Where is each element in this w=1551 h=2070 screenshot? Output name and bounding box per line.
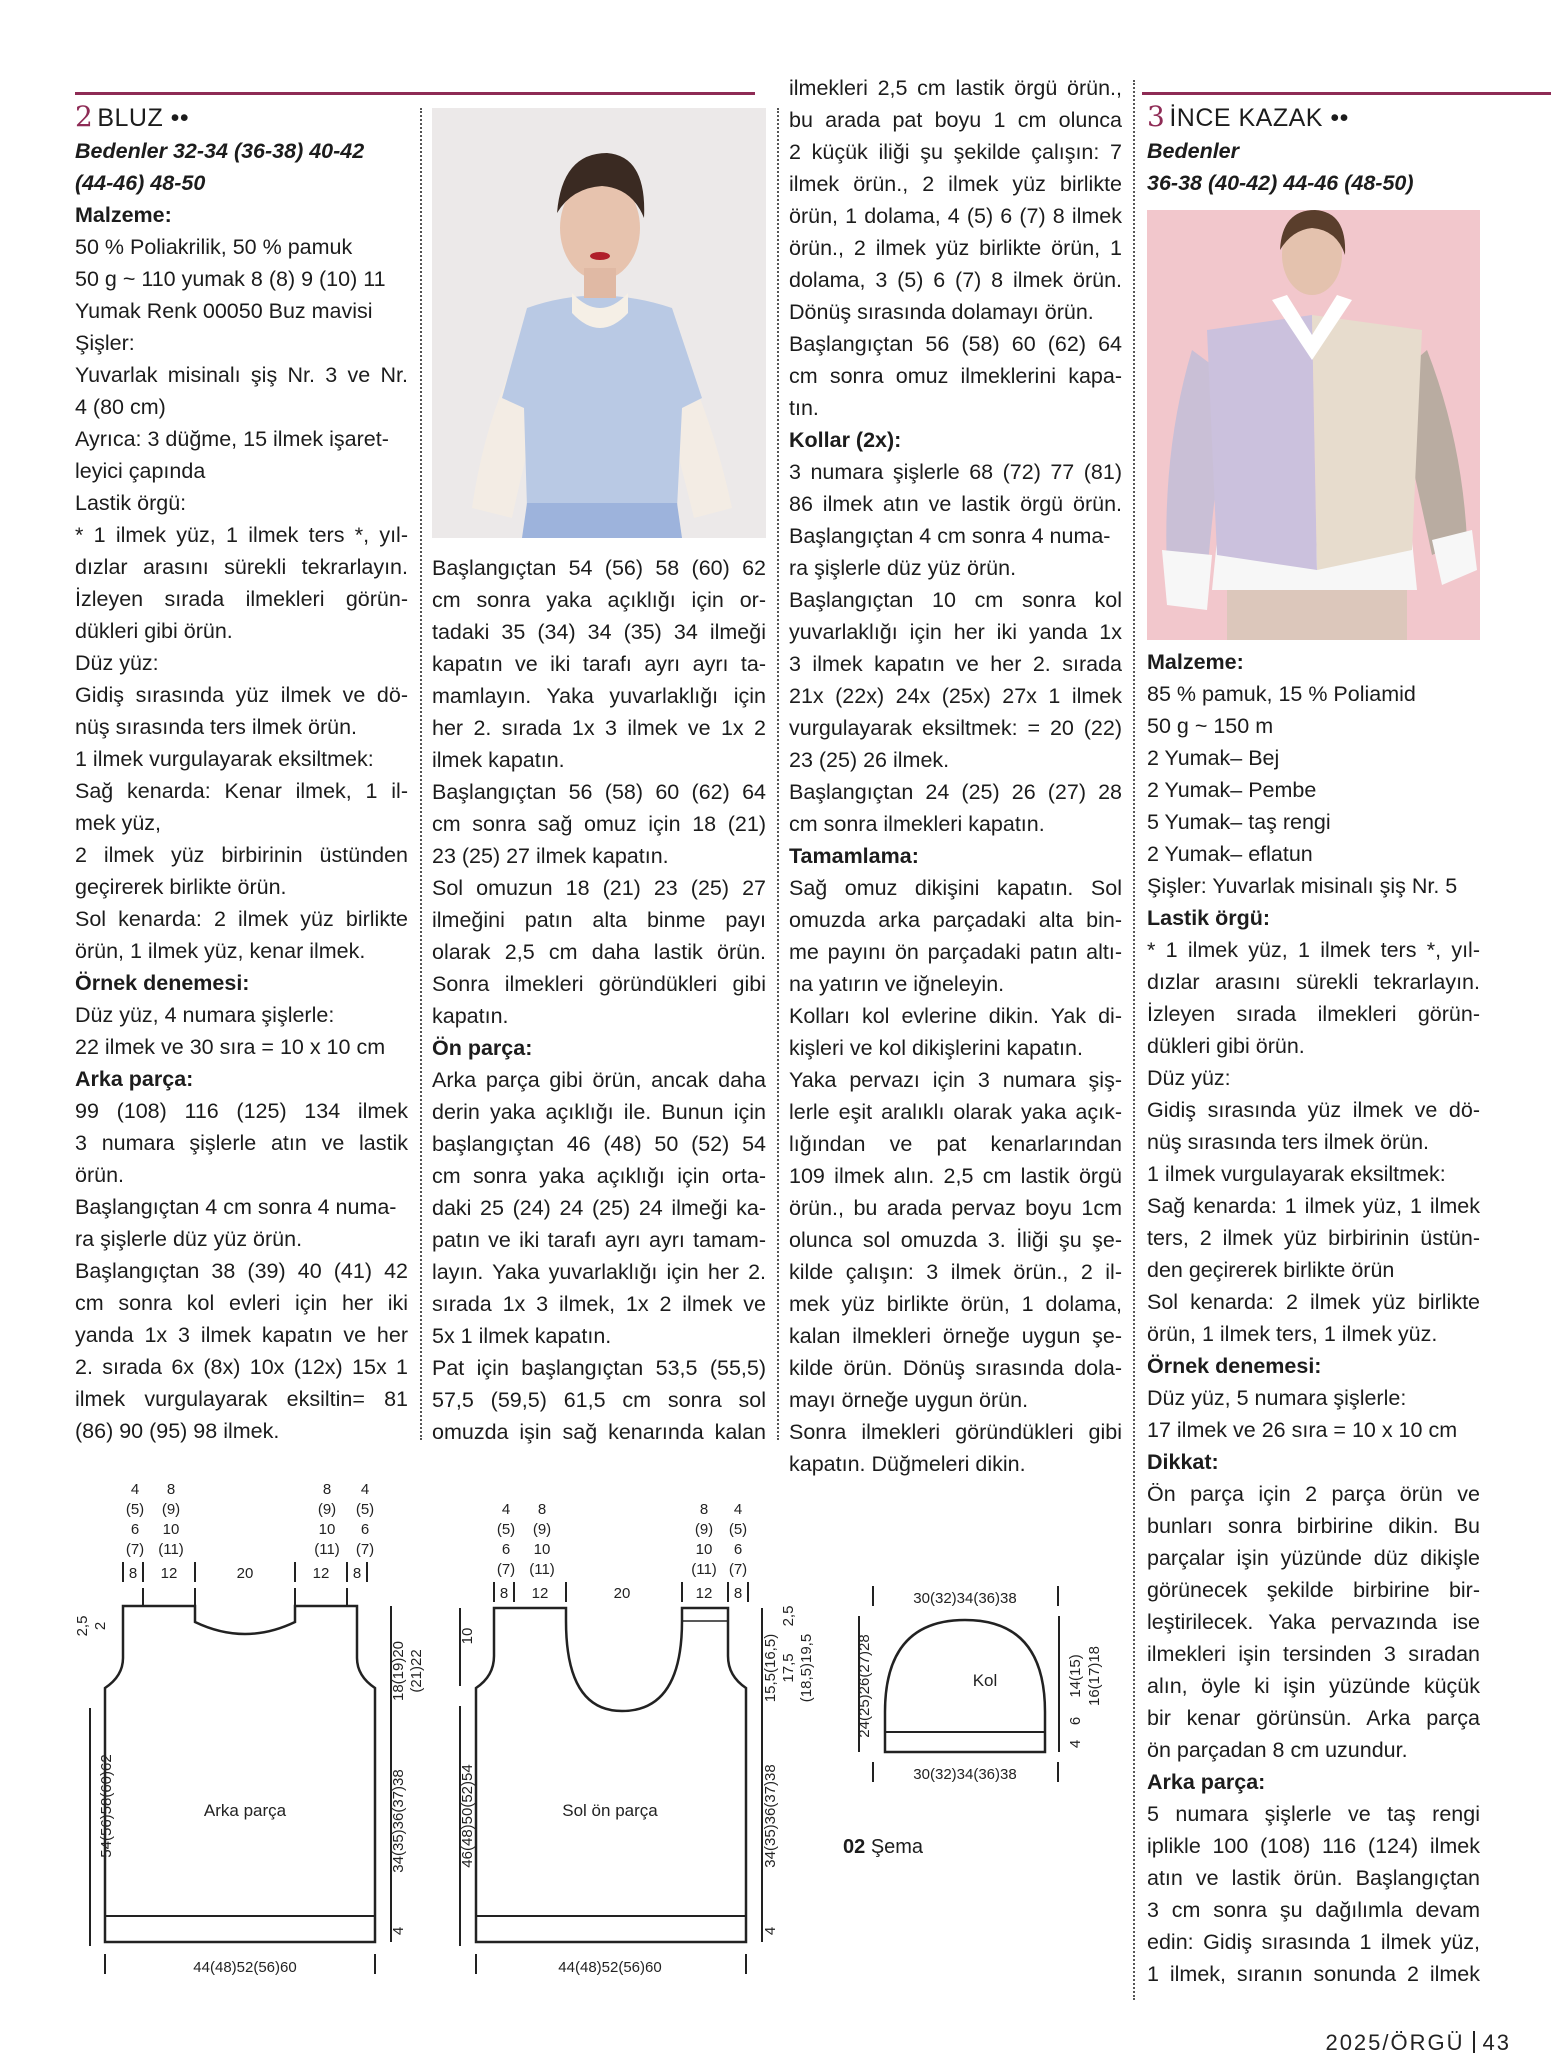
article-2-text-part-1 (75, 199, 408, 1447)
dim-label: 8 (322, 1481, 332, 1498)
sizes-line: Bedenler 32-34 (36-38) 40-42 (75, 139, 365, 163)
text-line: kalan ilmekleri örneğe uygun şe- (789, 1324, 1122, 1348)
text-line: vurgulayarak eksiltmek: = 20 (22) (789, 716, 1122, 740)
column-separator-2 (777, 108, 779, 1440)
dim-label: (11) (691, 1561, 717, 1578)
dim-label: (7) (125, 1541, 145, 1558)
text-line: 23 (25) 26 ilmek. (789, 748, 950, 772)
text-line: leştirilecek. Yaka pervazında ise (1147, 1610, 1480, 1634)
text-line: Başlangıçtan 4 cm sonra 4 numa- (789, 524, 1111, 548)
dim-label: 10 (162, 1521, 180, 1538)
text-line: ra şişlerle düz yüz örün. (75, 1227, 303, 1251)
text-line: 2 ilmek yüz birbirinin üstünden (75, 843, 408, 867)
text-line: 5 numara şişlerle ve taş rengi (1147, 1802, 1480, 1826)
text-line: dükleri gibi örün. (1147, 1034, 1305, 1058)
text-line: örün, 1 ilmek yüz, kenar ilmek. (75, 939, 366, 963)
text-line: 17 ilmek ve 26 sıra = 10 x 10 cm (1147, 1418, 1458, 1442)
dim-label: 6 (733, 1541, 743, 1558)
text-line: na yatırın ve iğneleyin. (789, 972, 1005, 996)
dim-label: 44(48)52(56)60 (558, 1959, 662, 1976)
column-1 (75, 100, 408, 1447)
dim-label: 4 (390, 1926, 407, 1936)
text-line: Şişler: Yuvarlak misinalı şiş Nr. 5 (1147, 874, 1458, 898)
text-line: patın ve iki tarafı ayrı ayrı tamam- (432, 1228, 766, 1252)
article-number: 2 (75, 100, 94, 133)
dim-label: 2,5 (74, 1615, 91, 1637)
text-line: Sonra ilmekleri göründükleri gibi (789, 1420, 1122, 1444)
dim-label: (18,5)19,5 (798, 1633, 815, 1703)
text-line: 3 cm sonra şu dağılımla devam (1147, 1898, 1480, 1922)
dim-label: (11) (158, 1541, 184, 1558)
text-line: mayı örneğe uygun örün. (789, 1388, 1029, 1412)
sizes-line: 36-38 (40-42) 44-46 (48-50) (1147, 171, 1414, 195)
dim-label: 4 (762, 1926, 779, 1936)
text-line: 109 ilmek alın. 2,5 cm lastik örgü (789, 1164, 1122, 1188)
text-line: Düz yüz: (1147, 1066, 1231, 1090)
text-line: 3 numara şişlerle 68 (72) 77 (81) (789, 460, 1122, 484)
dim-label: 8 (128, 1565, 138, 1582)
dim-label: (9) (694, 1521, 714, 1538)
text-line: 50 g ~ 110 yumak 8 (8) 9 (10) 11 (75, 267, 386, 291)
text-line: 50 g ~ 150 m (1147, 714, 1274, 738)
text-line: 2 Yumak– Pembe (1147, 778, 1317, 802)
dim-label: 24(25)26(27)28 (856, 1634, 873, 1738)
text-line: 1 ilmek vurgulayarak eksiltmek: (75, 747, 374, 771)
dim-label: 30(32)34(36)38 (913, 1590, 1017, 1607)
column-4-body (1147, 646, 1480, 1990)
column-4 (1147, 100, 1480, 199)
text-line: ilmek vurgulayarak eksiltin= 81 (75, 1387, 408, 1411)
text-line: iplikle 100 (108) 116 (124) ilmek (1147, 1834, 1480, 1858)
text-line: cm sonra ilmekleri kapatın. (789, 812, 1045, 836)
dim-label: 8 (537, 1501, 547, 1518)
text-line: 50 % Poliakrilik, 50 % pamuk (75, 235, 353, 259)
text-line: Sağ omuz dikişini kapatın. Sol (789, 876, 1122, 900)
text-line: 99 (108) 116 (125) 134 ilmek (75, 1099, 408, 1123)
text-line: 3 numara şişlerle atın ve lastik (75, 1131, 408, 1155)
dim-label: 46(48)50(52)54 (459, 1764, 476, 1868)
text-line: layın. Yaka yuvarlaklığı için her 2. (432, 1260, 766, 1284)
text-line: Lastik örgü: (1147, 906, 1271, 930)
article-2-title: 2 BLUZ •• (75, 100, 190, 133)
dim-label: 10 (459, 1627, 476, 1645)
piece-label: Arka parça (203, 1801, 287, 1820)
text-line: Ön parça: (432, 1036, 533, 1060)
text-line: den geçirerek birlikte örün (1147, 1258, 1395, 1282)
text-line: dızlar arasını sürekli tekrarlayın. (75, 555, 408, 579)
text-line: mamlayın. Yaka yuvarlaklığı için (432, 684, 766, 708)
text-line: Sonra ilmekleri göründükleri gibi (432, 972, 766, 996)
column-separator-1 (420, 108, 422, 1440)
text-line: mek yüz birlikte örün, 1 dolama, (789, 1292, 1122, 1316)
model-photo-sweater (1147, 210, 1480, 640)
text-line: dızlar arasını sürekli tekrarlayın. (1147, 970, 1480, 994)
text-line: mek yüz, (75, 811, 162, 835)
dim-label: 17,5 (780, 1653, 797, 1683)
text-line: tadaki 35 (34) 34 (35) 34 ilmeği (432, 620, 766, 644)
text-line: örün, 1 dolama, 4 (5) 6 (7) 8 ilmek (789, 204, 1122, 228)
article-3-text (1147, 646, 1480, 1990)
dim-label: 54(56)58(60)62 (98, 1754, 115, 1858)
text-line: Arka parça: (75, 1067, 194, 1091)
text-line: 86 ilmek atın ve lastik örgü örün. (789, 492, 1122, 516)
dim-label: (11) (314, 1541, 340, 1558)
text-line: yanda 1x 3 ilmek kapatın ve her (75, 1323, 408, 1347)
text-line: ra şişlerle düz yüz örün. (789, 556, 1017, 580)
text-line: Gidiş sırasında yüz ilmek ve dö- (1147, 1098, 1480, 1122)
text-line: olunca sol omuzda 3. İliği şu şe- (789, 1228, 1122, 1252)
text-line: Düz yüz, 5 numara şişlerle: (1147, 1386, 1407, 1410)
dim-label: 44(48)52(56)60 (193, 1959, 297, 1976)
text-line: Gidiş sırasında yüz ilmek ve dö- (75, 683, 408, 707)
text-line: Yuvarlak misinalı şiş Nr. 3 ve Nr. (75, 363, 408, 387)
page-footer (1325, 2030, 1511, 2056)
text-line: dükleri gibi örün. (75, 619, 233, 643)
text-line: ilmek kapatın. (432, 748, 565, 772)
text-line: tın. (789, 396, 819, 420)
dim-label: (7) (355, 1541, 375, 1558)
text-line: cm sonra sağ omuz için 18 (21) (432, 812, 766, 836)
text-line: örün., bu arada pervaz boyu 1cm (789, 1196, 1122, 1220)
text-line: 21x (22x) 24x (25x) 27x 1 ilmek (789, 684, 1122, 708)
text-line: İzleyen sırada ilmekleri görün- (1147, 1002, 1480, 1026)
text-line: parçalar işin yüzünde düz dikişle (1147, 1546, 1480, 1570)
text-line: Sağ kenarda: Kenar ilmek, 1 il- (75, 779, 408, 803)
back-piece-diagram (74, 1476, 425, 1996)
dim-label: 20 (236, 1565, 254, 1582)
sizes-line: (44-46) 48-50 (75, 171, 206, 195)
text-line: 1 ilmek, sıranın sonunda 2 ilmek (1147, 1962, 1480, 1986)
magazine-issue: 2025/ÖRGÜ (1325, 2030, 1465, 2055)
text-line: Malzeme: (75, 203, 172, 227)
dim-label: (9) (532, 1521, 552, 1538)
text-line: Düz yüz: (75, 651, 159, 675)
text-line: Dikkat: (1147, 1450, 1219, 1474)
dim-label: (7) (496, 1561, 516, 1578)
dim-label: 4 (733, 1501, 743, 1518)
text-line: Örnek denemesi: (1147, 1354, 1322, 1378)
text-line: 1 ilmek vurgulayarak eksiltmek: (1147, 1162, 1446, 1186)
text-line: 85 % pamuk, 15 % Poliamid (1147, 682, 1416, 706)
caption-number: 02 (843, 1836, 866, 1858)
text-line: bu arada pat boyu 1 cm olunca (789, 108, 1122, 132)
text-line: atın ve lastik örün. Başlangıçtan (1147, 1866, 1480, 1890)
text-line: kilde çalışın: 3 ilmek örün., 2 il- (789, 1260, 1122, 1284)
text-line: Ayrıca: 3 düğme, 15 ilmek işaret- (75, 427, 389, 451)
dim-label: 4 (360, 1481, 370, 1498)
dim-label: 8 (733, 1585, 743, 1602)
text-line: daki 25 (24) 24 (25) 24 ilmeği ka- (432, 1196, 766, 1220)
dim-label: 6 (501, 1541, 511, 1558)
dim-label: 12 (531, 1585, 549, 1602)
text-line: örün, 1 ilmek ters, 1 ilmek yüz. (1147, 1322, 1438, 1346)
text-line: 2 küçük iliği şu şekilde çalışın: 7 (789, 140, 1122, 164)
caption-text: Şema (870, 1836, 924, 1858)
text-line: örün. (75, 1163, 125, 1187)
text-line: Sol omuzun 18 (21) 23 (25) 27 (432, 876, 766, 900)
text-line: ters, 2 ilmek yüz birbirinin üstün- (1147, 1226, 1480, 1250)
footer-divider (1473, 2031, 1475, 2053)
dim-label: 8 (699, 1501, 709, 1518)
text-line: Başlangıçtan 24 (25) 26 (27) 28 (789, 780, 1122, 804)
text-line: cm sonra yaka açıklığı için orta- (432, 1164, 766, 1188)
dim-label: 16(17)18 (1086, 1645, 1103, 1707)
diagram-caption (843, 1836, 923, 1859)
page-number: 43 (1482, 2030, 1511, 2055)
dim-label: 2 (92, 1621, 109, 1631)
text-line: Örnek denemesi: (75, 971, 250, 995)
text-line: Kollar (2x): (789, 428, 902, 452)
text-line: Başlangıçtan 56 (58) 60 (62) 64 (432, 780, 766, 804)
text-line: ilmekleri işin tersinden 3 sıradan (1147, 1642, 1480, 1666)
piece-label: Kol (972, 1671, 998, 1690)
dim-label: 34(35)36(37)38 (762, 1764, 779, 1868)
dim-label: 8 (352, 1565, 362, 1582)
dim-label: (21)22 (408, 1649, 425, 1693)
text-line: Sol kenarda: 2 ilmek yüz birlikte (75, 907, 408, 931)
dim-label: 10 (695, 1541, 713, 1558)
text-line: 2 Yumak– eflatun (1147, 842, 1313, 866)
dim-label: (5) (125, 1501, 145, 1518)
dim-label: (5) (355, 1501, 375, 1518)
text-line: Başlangıçtan 56 (58) 60 (62) 64 (789, 332, 1122, 356)
dim-label: 20 (613, 1585, 631, 1602)
text-line: dolama, 3 (5) 6 (7) 8 ilmek örün. (789, 268, 1122, 292)
text-line: Başlangıçtan 54 (56) 58 (60) 62 (432, 556, 766, 580)
dim-label: 4 (1067, 1739, 1084, 1749)
text-line: her 2. sırada 1x 3 ilmek ve 1x 2 (432, 716, 766, 740)
text-line: (86) 90 (95) 98 ilmek. (75, 1419, 280, 1443)
text-line: Düz yüz, 4 numara şişlerle: (75, 1003, 335, 1027)
text-line: kapatın. Düğmeleri dikin. (789, 1452, 1026, 1476)
piece-label: Sol ön parça (562, 1801, 658, 1820)
dim-label: 4 (130, 1481, 140, 1498)
text-line: Yumak Renk 00050 Buz mavisi (75, 299, 373, 323)
text-line: nüş sırasında ters ilmek örün. (1147, 1130, 1430, 1154)
text-line: leyici çapında (75, 459, 206, 483)
text-line: nüş sırasında ters ilmek örün. (75, 715, 358, 739)
text-line: kapatın. (432, 1004, 509, 1028)
text-line: Başlangıçtan 38 (39) 40 (41) 42 (75, 1259, 408, 1283)
text-line: Yaka pervazı için 3 numara şiş- (789, 1068, 1122, 1092)
text-line: Başlangıçtan 10 cm sonra kol (789, 588, 1122, 612)
header-rule-left (75, 92, 755, 95)
text-line: ön parçadan 8 cm uzundur. (1147, 1738, 1408, 1762)
dim-label: 34(35)36(37)38 (390, 1769, 407, 1873)
article-2-text-part-3 (789, 72, 1122, 1480)
article-3-title: 3 İNCE KAZAK •• (1147, 100, 1349, 133)
column-3 (789, 72, 1122, 1480)
dim-label: 12 (312, 1565, 330, 1582)
text-line: 4 (80 cm) (75, 395, 166, 419)
text-line: lığından ve pat kenarlarından (789, 1132, 1122, 1156)
text-line: 57,5 (59,5) 61,5 cm sonra sol (432, 1388, 766, 1412)
text-line: Dönüş sırasında dolamayı örün. (789, 300, 1094, 324)
dim-label: 10 (318, 1521, 336, 1538)
column-2 (432, 552, 766, 1448)
text-line: Arka parça: (1147, 1770, 1266, 1794)
text-line: Arka parça gibi örün, ancak daha (432, 1068, 766, 1092)
text-line: görünecek şekilde birbirine bir- (1147, 1578, 1480, 1602)
dim-label: 10 (533, 1541, 551, 1558)
dim-label: (7) (728, 1561, 748, 1578)
text-line: ilmekleri 2,5 cm lastik örgü örün., (789, 76, 1122, 100)
text-line: Sol kenarda: 2 ilmek yüz birlikte (1147, 1290, 1480, 1314)
text-line: 2. sırada 6x (8x) 10x (12x) 15x 1 (75, 1355, 408, 1379)
text-line: geçirerek birlikte örün. (75, 875, 287, 899)
text-line: Lastik örgü: (75, 491, 187, 515)
sleeve-diagram (843, 1576, 1133, 1806)
dim-label: 8 (166, 1481, 176, 1498)
sizes-line: Bedenler (1147, 139, 1240, 163)
dim-label: 8 (499, 1585, 509, 1602)
text-line: 5 Yumak– taş rengi (1147, 810, 1331, 834)
text-line: Malzeme: (1147, 650, 1244, 674)
text-line: alın, öyle ki işin yüzünde küçük (1147, 1674, 1480, 1698)
dim-label: (9) (317, 1501, 337, 1518)
text-line: Tamamlama: (789, 844, 919, 868)
text-line: İzleyen sırada ilmekleri görün- (75, 587, 408, 611)
dim-label: 6 (360, 1521, 370, 1538)
text-line: cm sonra kol evleri için her iki (75, 1291, 408, 1315)
text-line: olarak 2,5 cm daha lastik örün. (432, 940, 766, 964)
front-piece-diagram (450, 1496, 815, 1996)
text-line: kişleri ve kol dikişlerini kapatın. (789, 1036, 1083, 1060)
text-line: 22 ilmek ve 30 sıra = 10 x 10 cm (75, 1035, 386, 1059)
text-line: kapatın ve iki tarafı ayrı ayrı ta- (432, 652, 766, 676)
dim-label: 6 (1067, 1716, 1084, 1726)
text-line: 23 (25) 27 ilmek kapatın. (432, 844, 669, 868)
column-separator-3 (1133, 80, 1135, 2000)
text-line: bir kenar görünsün. Arka parça (1147, 1706, 1480, 1730)
text-line: 3 ilmek kapatın ve her 2. sırada (789, 652, 1122, 676)
text-line: 5x 1 ilmek kapatın. (432, 1324, 612, 1348)
text-line: omuzda arka parçadaki alta bin- (789, 908, 1122, 932)
text-line: Sağ kenarda: 1 ilmek yüz, 1 ilmek (1147, 1194, 1480, 1218)
text-line: başlangıçtan 46 (48) 50 (52) 54 (432, 1132, 766, 1156)
text-line: omuzda işin sağ kenarında kalan (432, 1420, 766, 1444)
text-line: kilde örün. Dönüş sırasında dola- (789, 1356, 1122, 1380)
dim-label: (11) (529, 1561, 555, 1578)
top-stitch-counts (126, 1481, 374, 1558)
text-line: yuvarlaklığı için her iki yanda 1x (789, 620, 1122, 644)
dim-label: 30(32)34(36)38 (913, 1766, 1017, 1783)
text-line: Başlangıçtan 4 cm sonra 4 numa- (75, 1195, 397, 1219)
text-line: Şişler: (75, 331, 135, 355)
text-line: derin yaka açıklığı ile. Bunun için (432, 1100, 766, 1124)
dim-label: 18(19)20 (390, 1640, 407, 1702)
text-line: Kolları kol evlerine dikin. Yak di- (789, 1004, 1122, 1028)
dim-label: (9) (161, 1501, 181, 1518)
text-line: * 1 ilmek yüz, 1 ilmek ters *, yıl- (75, 523, 408, 547)
text-line: 2 Yumak– Bej (1147, 746, 1280, 770)
model-photo-blouse (432, 108, 766, 538)
dim-label: 4 (501, 1501, 511, 1518)
text-line: me payını ön parçadaki patın altı- (789, 940, 1122, 964)
header-rule-right (1142, 92, 1551, 95)
text-line: Ön parça için 2 parça örün ve (1147, 1482, 1480, 1506)
text-line: örün., 2 ilmek yüz birlikte örün, 1 (789, 236, 1122, 260)
dim-label: 15,5(16,5) (762, 1633, 779, 1703)
dim-label: 2,5 (780, 1605, 797, 1627)
dim-label: 14(15) (1067, 1654, 1084, 1698)
text-line: Pat için başlangıçtan 53,5 (55,5) (432, 1356, 766, 1380)
dim-label: 6 (130, 1521, 140, 1538)
dim-label: 12 (695, 1585, 713, 1602)
text-line: bunları sonra birbirine dikin. Bu (1147, 1514, 1480, 1538)
text-line: ilmeğini patın alta binme payı (432, 908, 766, 932)
dim-label: (5) (728, 1521, 748, 1538)
text-line: lerle eşit aralıklı olarak yaka açık- (789, 1100, 1122, 1124)
article-number: 3 (1147, 100, 1166, 133)
text-line: edin: Gidiş sırasında 1 ilmek yüz, (1147, 1930, 1480, 1954)
text-line: ilmek örün., 2 ilmek yüz birlikte (789, 172, 1122, 196)
dim-label: 12 (160, 1565, 178, 1582)
text-line: cm sonra omuz ilmeklerini kapa- (789, 364, 1122, 388)
article-2-text-part-2 (432, 552, 766, 1448)
dim-label: (5) (496, 1521, 516, 1538)
text-line: * 1 ilmek yüz, 1 ilmek ters *, yıl- (1147, 938, 1480, 962)
text-line: sırada 1x 3 ilmek, 1x 2 ilmek ve (432, 1292, 766, 1316)
text-line: cm sonra yaka açıklığı için or- (432, 588, 766, 612)
